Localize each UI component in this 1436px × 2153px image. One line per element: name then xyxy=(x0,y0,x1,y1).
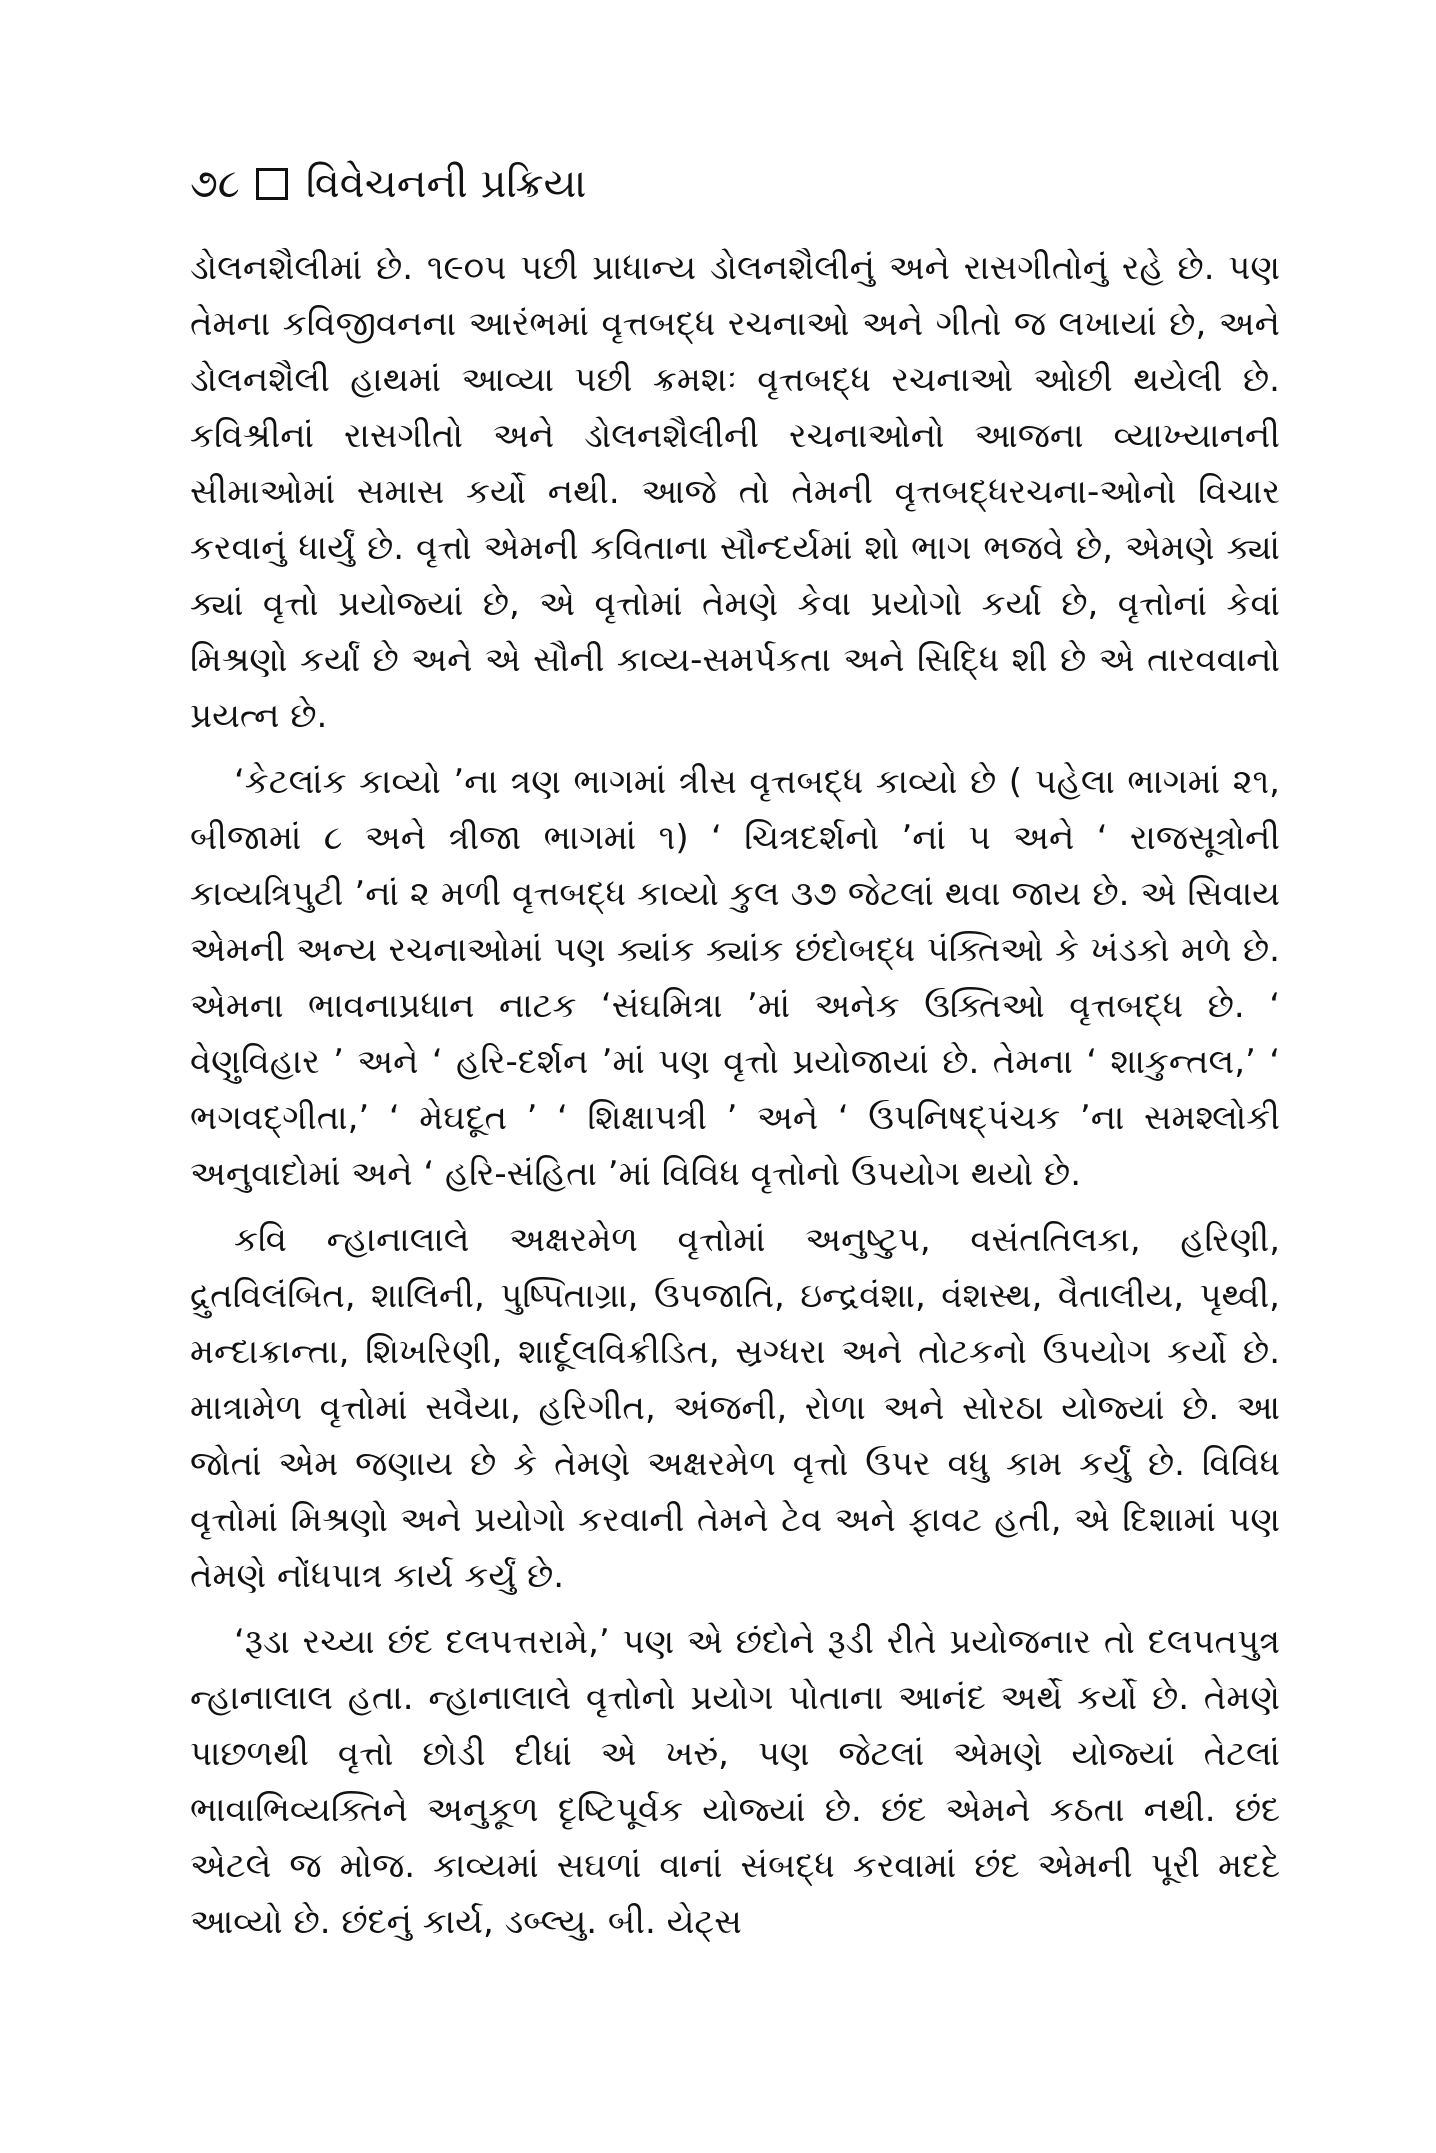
running-title: વિવેચનની પ્રક્રિયા xyxy=(305,161,587,207)
paragraph-3: કવિ ન્હાનાલાલે અક્ષરમેળ વૃત્તોમાં અનુષ્ટુપ, વસંતતિલકા, હરિણી, દ્રુતવિલંબિત, શાલિની, પુષ્પિતાગ્રા, ઉપજાતિ, ઇન્દ્રવંશા, વંશસ્થ, વૈતાલીય, પૃથ્વી, મન્દાક્રાન્તા, શિખરિણી, શાર્દૂલવિક્રીડિત, સ્રગ્ધરા અને તોટકનો ઉપયોગ કર્યો છે. માત્રામેળ વૃત્તોમાં સવૈયા, હરિગીત, અંજની, રોળા અને સોરઠા યોજ્યાં છે. આ જોતાં એમ જણાય છે કે તેમણે અક્ષરમેળ વૃત્તો ઉપર વધુ કામ કર્યું છે. વિવિધ વૃત્તોમાં મિશ્રણો અને પ્રયોગો કરવાની તેમને ટેવ અને ફાવટ હતી, એ દિશામાં પણ તેમણે નોંધપાત્ર કાર્ય કર્યું છે. xyxy=(190,1220,1280,1596)
page-number: ૭૮ xyxy=(190,161,240,207)
paragraph-4: ‘રૂડા રચ્યા છંદ દલપત્તરામે,’ પણ એ છંદોને રૂડી રીતે પ્રયોજનાર તો દલપતપુત્ર ન્હાનાલાલ હતા. ન્હાનાલાલે વૃત્તોનો પ્રયોગ પોતાના આનંદ અર્થે કર્યો છે. તેમણે પાછળથી વૃત્તો છોડી દીધાં એ ખરું, પણ જેટલાં એમણે યોજ્યાં તેટલાં ભાવાભિવ્યક્તિને અનુકૂળ દૃષ્ટિપૂર્વક યોજ્યાં છે. છંદ એમને કઠતા નથી. છંદ એટલે જ મોજ. કાવ્યમાં સઘળાં વાનાં સંબદ્ધ કરવામાં છંદ એમની પૂરી મદદે આવ્યો છે. છંદનું કાર્ય, ડબ્લ્યુ. બી. યેટ્સ xyxy=(190,1622,1280,1942)
page-body xyxy=(190,240,1280,1960)
paragraph-2: ‘કેટલાંક કાવ્યો ’ના ત્રણ ભાગમાં ત્રીસ વૃત્તબદ્ધ કાવ્યો છે ( પહેલા ભાગમાં ૨૧, બીજામાં ૮ અને ત્રીજા ભાગમાં ૧) ‘ ચિત્રદર્શનો ’નાં ૫ અને ‘ રાજસૂત્રોની કાવ્યત્રિપુટી ’નાં ૨ મળી વૃત્તબદ્ધ કાવ્યો કુલ ૩૭ જેટલાં થવા જાય છે. એ સિવાય એમની અન્ય રચનાઓમાં પણ ક્યાંક ક્યાંક છંદોબદ્ધ પંક્તિઓ કે ખંડકો મળે છે. એમના ભાવનાપ્રધાન નાટક ‘સંઘમિત્રા ’માં અનેક ઉક્તિઓ વૃત્તબદ્ધ છે. ‘ વેણુવિહાર ’ અને ‘ હરિ-દર્શન ’માં પણ વૃત્તો પ્રયોજાયાં છે. તેમના ‘ શાકુન્તલ,’ ‘ ભગવદ્ગીતા,’ ‘ મેઘદૂત ’ ‘ શિક્ષાપત્રી ’ અને ‘ ઉપનિષદ્પંચક ’ના સમશ્લોકી અનુવાદોમાં અને ‘ હરિ-સંહિતા ’માં વિવિધ વૃત્તોનો ઉપયોગ થયો છે. xyxy=(190,762,1280,1194)
paragraph-1: ડોલનશૈલીમાં છે. ૧૯૦૫ પછી પ્રાધાન્ય ડોલનશૈલીનું અને રાસગીતોનું રહે છે. પણ તેમના કવિજીવનના આરંભમાં વૃત્તબદ્ધ રચનાઓ અને ગીતો જ લખાયાં છે, અને ડોલનશૈલી હાથમાં આવ્યા પછી ક્રમશઃ વૃત્તબદ્ધ રચનાઓ ઓછી થયેલી છે. કવિશ્રીનાં રાસગીતો અને ડોલનશૈલીની રચનાઓનો આજના વ્યાખ્યાનની સીમાઓમાં સમાસ કર્યો નથી. આજે તો તેમની વૃત્તબદ્ધરચના-ઓનો વિચાર કરવાનું ધાર્યું છે. વૃત્તો એમની કવિતાના સૌન્દર્યમાં શો ભાગ ભજવે છે, એમણે ક્યાં ક્યાં વૃત્તો પ્રયોજ્યાં છે, એ વૃત્તોમાં તેમણે કેવા પ્રયોગો કર્યા છે, વૃત્તોનાં કેવાં મિશ્રણો કર્યાં છે અને એ સૌની કાવ્ય-સમર્પકતા અને સિદ્ધિ શી છે એ તારવવાનો પ્રયત્ન છે. xyxy=(190,248,1280,736)
page-header xyxy=(190,160,586,208)
header-square-ornament xyxy=(256,168,288,200)
